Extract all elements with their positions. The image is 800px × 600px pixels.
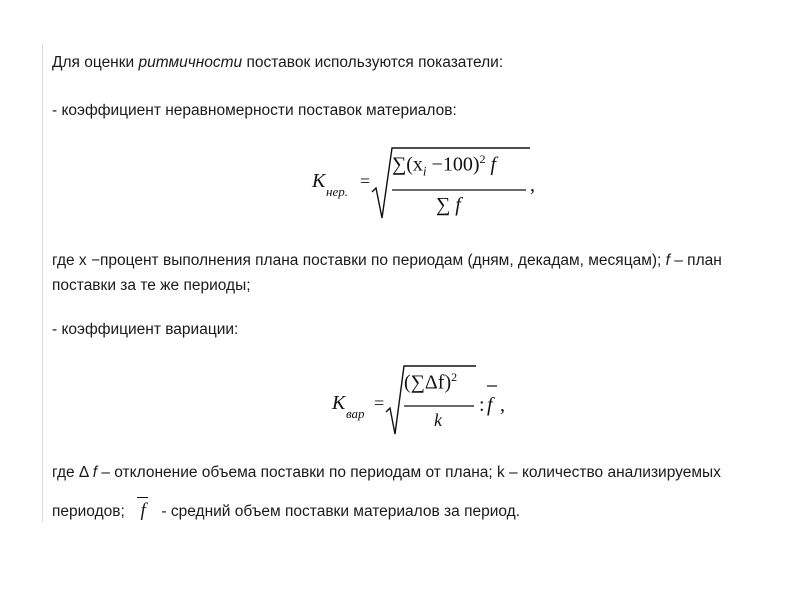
formula-uneven	[312, 140, 542, 230]
item-uneven-coefficient: - коэффициент неравномерности поставок материалов:	[52, 102, 457, 119]
f-symbol: f	[92, 464, 98, 481]
intro-before: Для оценки	[52, 54, 139, 71]
formula1-numerator: $\sum(x_i -100)^2$ f	[392, 152, 497, 179]
formula-variation	[332, 360, 512, 440]
formula2-numerator: $(\sum\Delta f)^2$	[404, 370, 458, 394]
intro-emphasis: ритмичности	[138, 54, 243, 71]
formula1-comma: ,	[530, 174, 535, 196]
fbar-symbol: f	[129, 500, 157, 522]
formula2-lhs-sub: вар	[346, 406, 365, 421]
description-uneven-line1: где x −процент выполнения плана поставки по периодам (дням, декадам, месяцам); f – план	[52, 252, 722, 269]
description-variation-line2: периодов; f - средний объем поставки материалов за период.	[52, 500, 520, 522]
formula2-eq: =	[374, 393, 385, 413]
item-variation-coefficient: - коэффициент вариации:	[52, 321, 239, 338]
formula1-eq: =	[360, 171, 371, 191]
formula2-lhs: K	[332, 392, 346, 414]
formula2-denominator: k	[434, 410, 442, 430]
formula2-colon: :	[479, 394, 485, 416]
formula2-fbar: f	[487, 394, 493, 416]
formula1-denominator: ∑ f	[436, 194, 461, 216]
intro-text	[52, 54, 503, 72]
formula1-lhs-sub: нер.	[326, 184, 348, 199]
intro-after: поставок используются показатели:	[242, 54, 504, 71]
page-edge	[42, 44, 43, 522]
f-symbol: f	[665, 252, 670, 269]
description-variation-line1: где Δ f – отклонение объема поставки по периодам от плана; k – количество анализируемых	[52, 464, 721, 481]
description-uneven-line2: поставки за те же периоды;	[52, 277, 251, 294]
formula1-lhs: K	[312, 170, 326, 192]
formula2-comma: ,	[500, 394, 505, 416]
